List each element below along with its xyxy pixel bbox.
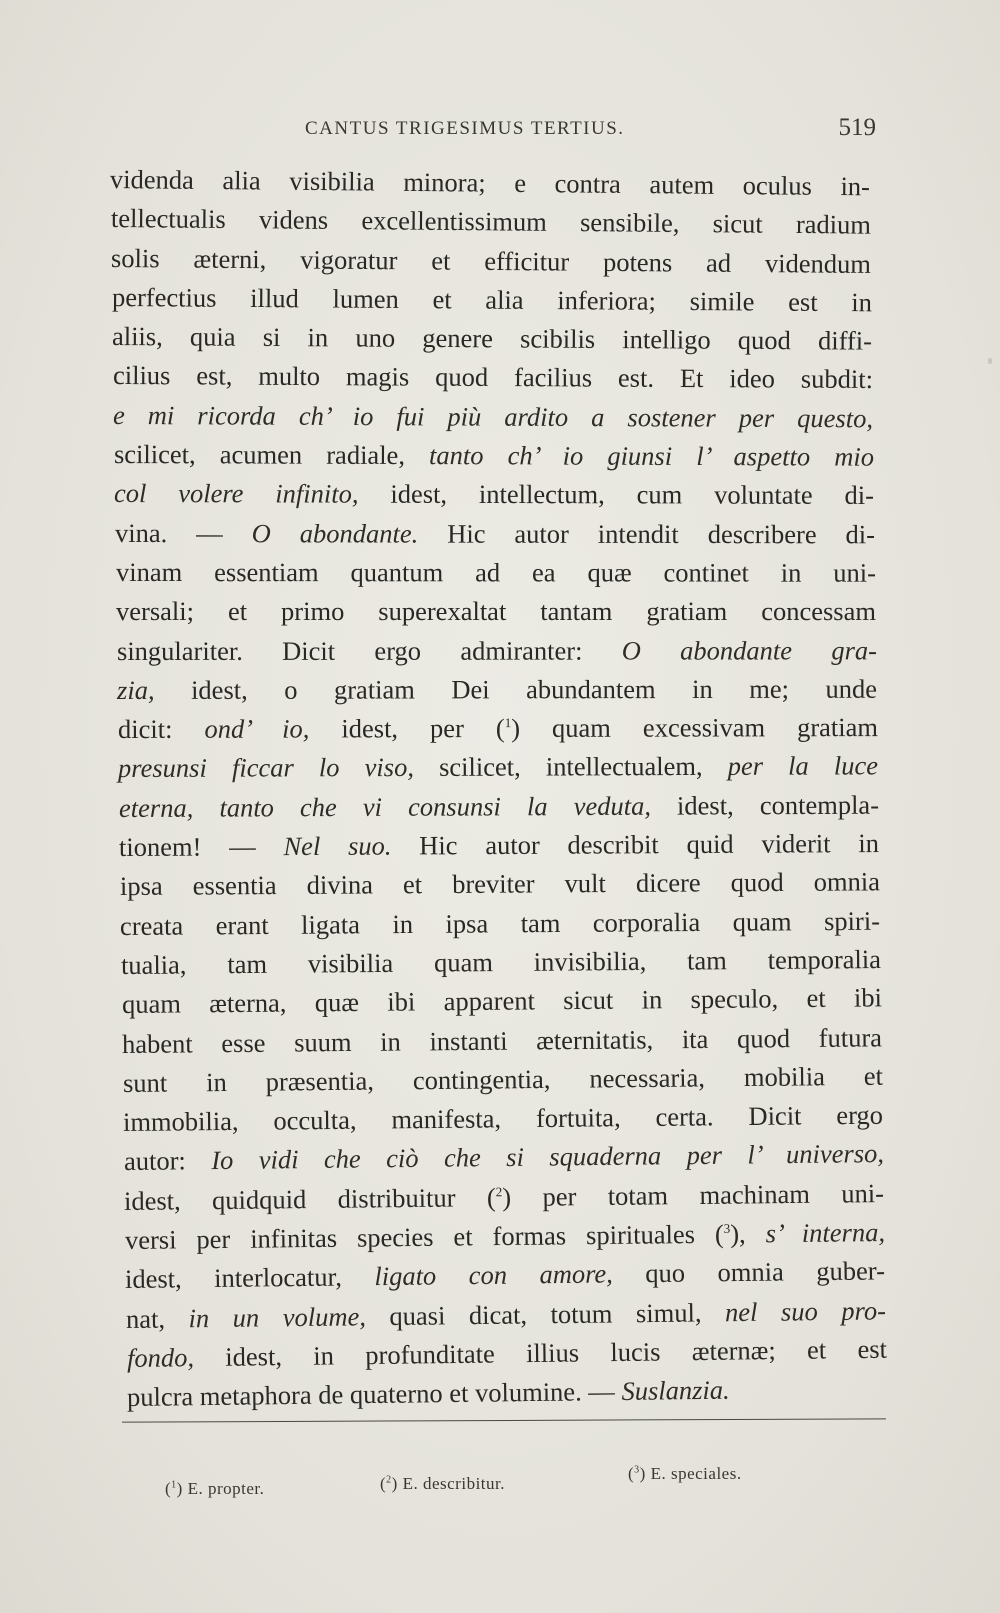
commentary-text xyxy=(109,160,888,1418)
text-segment: autor: xyxy=(123,1145,212,1177)
italic-quotation: eterna, tanto che vi consunsi la veduta, xyxy=(118,790,651,823)
text-segment: pulcra metaphora de quaterno et volumine. — xyxy=(126,1376,622,1413)
text-segment: tellectualis videns excellentissimum sensibile, sicut radium xyxy=(110,203,872,240)
text-segment: idest, intellectum, cum voluntate di- xyxy=(358,479,875,511)
text-segment: idest, in profunditate illius lucis æternæ; et est xyxy=(193,1333,888,1373)
text-segment: cilius est, multo magis quod facilius est. Et ideo subdit: xyxy=(112,360,874,395)
text-line xyxy=(127,1369,887,1418)
page-header xyxy=(305,114,880,148)
italic-quotation: nel suo pro- xyxy=(724,1294,887,1327)
text-segment: ) quam excessivam gratiam xyxy=(511,712,879,744)
italic-quotation: ligato con amore, xyxy=(374,1258,613,1292)
text-line xyxy=(116,592,876,631)
text-segment: aliis, quia si in uno genere scibilis intelligo quod diffi- xyxy=(111,321,873,356)
text-line xyxy=(112,317,872,361)
text-segment: idest, interlocatur, xyxy=(124,1261,375,1295)
italic-quotation: ond’ io, xyxy=(204,713,310,744)
footnote-separator-rule xyxy=(122,1418,886,1422)
text-line xyxy=(120,863,880,907)
text-segment: quam æterna, quæ ibi apparent sicut in speculo, et ibi xyxy=(121,982,883,1020)
text-segment: tualia, tam visibilia quam invisibilia, tam temporalia xyxy=(120,943,882,980)
text-segment: vinam essentiam quantum ad ea quæ continet in uni- xyxy=(115,556,877,588)
text-line xyxy=(111,239,871,284)
running-title: CANTUS TRIGESIMUS TERTIUS. xyxy=(305,118,625,139)
text-segment: immobilia, occulta, manifesta, fortuita, certa. Dicit ergo xyxy=(122,1099,884,1138)
footnotes xyxy=(165,1464,805,1500)
footnote-3: ($^3$) E. speciales. xyxy=(628,1464,742,1483)
text-segment: habent esse suum in instanti æternitatis, ita quod futura xyxy=(121,1021,883,1059)
text-line xyxy=(117,670,877,711)
text-segment: versi per infinitas species et formas spirituales ( xyxy=(124,1218,724,1256)
text-segment: creata erant ligata in ipsa tam corporalia quam spiri- xyxy=(119,905,881,941)
text-line xyxy=(113,396,873,439)
text-line xyxy=(111,199,871,245)
text-segment: Hic autor intendit describere di- xyxy=(418,518,876,549)
text-line xyxy=(113,356,873,399)
text-segment: Hic autor describit quid viderit in xyxy=(391,828,880,861)
text-line xyxy=(118,747,878,789)
italic-quotation: fondo, xyxy=(126,1342,195,1373)
text-line xyxy=(112,278,872,323)
italic-quotation: Nel suo. xyxy=(283,830,392,862)
footnote-reference: 1 xyxy=(504,715,512,731)
text-segment: nat, xyxy=(125,1302,189,1334)
footnote-reference: 3 xyxy=(723,1220,731,1236)
text-segment: idest, contempla- xyxy=(650,789,880,821)
text-line xyxy=(114,435,874,477)
footnote-reference: 2 xyxy=(495,1183,503,1199)
text-segment: versali; et primo superexaltat tantam gratiam concessam xyxy=(116,596,876,627)
page-number: 519 xyxy=(838,114,876,141)
italic-quotation: in un volume, xyxy=(188,1300,367,1333)
text-line xyxy=(122,979,882,1025)
text-line xyxy=(120,901,880,946)
text-segment: ipsa essentia divina et breviter vult dicere quod omnia xyxy=(119,866,881,902)
text-segment: singulariter. Dicit ergo admiranter: xyxy=(116,635,622,666)
italic-quotation: O abondante. xyxy=(251,517,419,549)
text-segment: quo omnia guber- xyxy=(612,1255,886,1289)
text-segment: scilicet, acumen radiale, xyxy=(113,439,430,471)
italic-quotation: tanto ch’ io giunsi l’ aspetto mio xyxy=(429,440,875,472)
text-segment: idest, quidquid distribuitur ( xyxy=(123,1181,496,1216)
text-line xyxy=(119,824,879,867)
text-line xyxy=(119,785,879,828)
italic-quotation: Suslanzia. xyxy=(621,1374,730,1407)
italic-quotation: Io vidi che ciò che si squaderna per l’ universo, xyxy=(211,1138,885,1176)
text-segment: videnda alia visibilia minora; e contra autem oculus in- xyxy=(109,164,871,202)
text-line xyxy=(114,474,874,515)
text-segment: dicit: xyxy=(117,713,205,745)
text-line xyxy=(115,514,875,555)
text-segment: idest, per ( xyxy=(309,713,505,744)
text-segment: tionem! — xyxy=(118,831,284,863)
text-segment: sunt in præsentia, contingentia, necessaria, mobilia et xyxy=(122,1060,884,1098)
footnote-1: ($^1$) E. propter. xyxy=(165,1479,265,1498)
italic-quotation: presunsi ficcar lo viso, xyxy=(117,752,414,784)
text-segment: vina. — xyxy=(114,517,252,548)
italic-quotation: e mi ricorda ch’ io fui più ardito a sostener per questo, xyxy=(112,399,874,434)
italic-quotation: col volere infinito, xyxy=(113,478,359,510)
italic-quotation: per la luce xyxy=(727,750,879,782)
paper-speck xyxy=(988,358,992,364)
italic-quotation: s’ interna, xyxy=(765,1217,886,1249)
text-segment: ), xyxy=(730,1218,766,1249)
text-line xyxy=(116,553,876,593)
text-line xyxy=(117,631,877,671)
text-segment: idest, o gratiam Dei abundantem in me; unde xyxy=(154,673,878,705)
text-segment: ) per totam machinam uni- xyxy=(502,1177,885,1212)
italic-quotation: O abondante gra- xyxy=(621,634,877,666)
text-segment: perfectius illud lumen et alia inferiora; simile est in xyxy=(111,281,873,318)
text-segment: scilicet, intellectualem, xyxy=(413,751,728,783)
italic-quotation: zia, xyxy=(116,674,155,705)
text-line xyxy=(118,708,878,749)
footnote-2: ($^2$) E. describitur. xyxy=(380,1474,505,1493)
text-segment: solis æterni, vigoratur et efficitur potens ad videndum xyxy=(110,242,872,279)
text-segment: quasi dicat, totum simul, xyxy=(365,1296,726,1331)
